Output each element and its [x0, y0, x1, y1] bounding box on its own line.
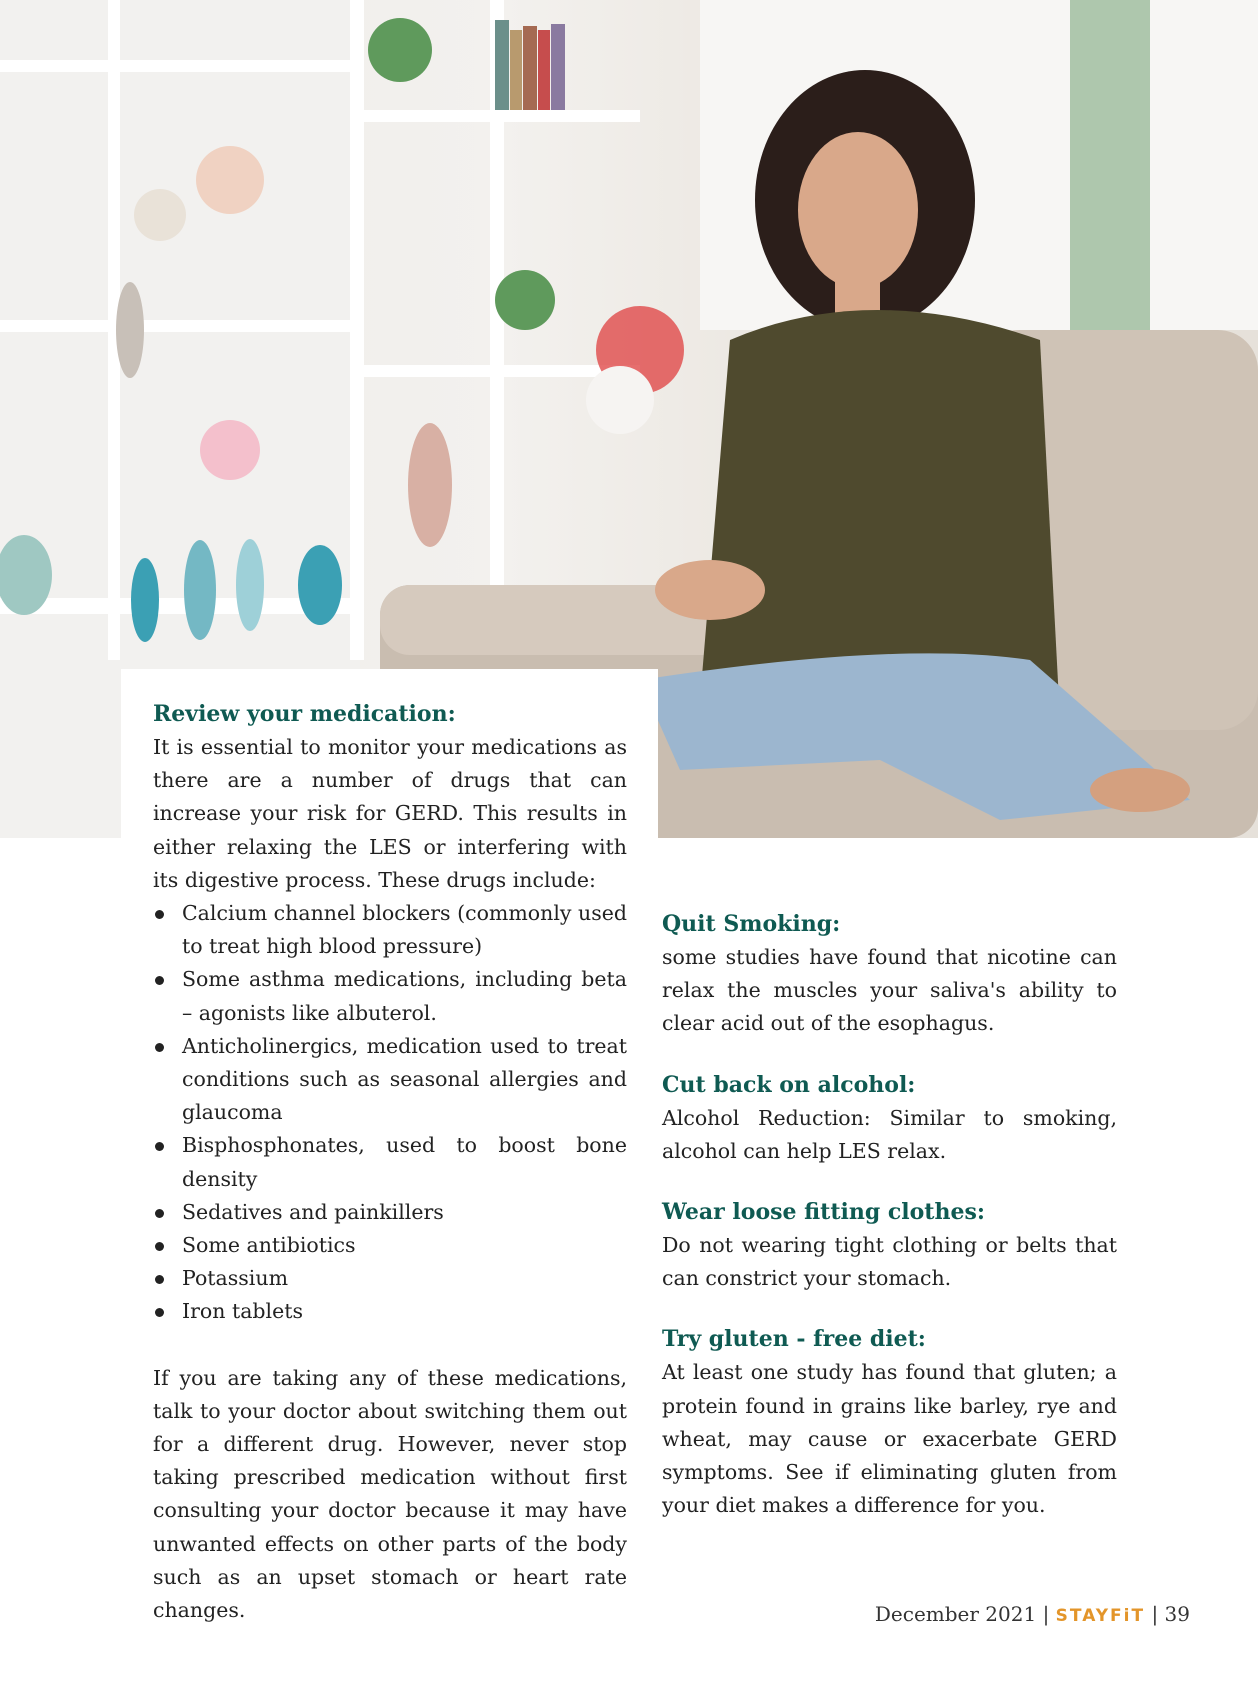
medication-closing: If you are taking any of these medications, talk to your doctor about switching them out for a different drug. However, never stop taking prescribed medication without first consulting your doctor because it may have unwanted effects on other parts of the body such as an upset stomach or heart rate changes. — [153, 1365, 627, 1623]
brand-logo: STAYFiT — [1055, 1606, 1146, 1626]
list-item: Iron tablets — [153, 1295, 627, 1328]
alcohol-heading: Cut back on alcohol: — [662, 1071, 916, 1098]
page-number: 39 — [1164, 1602, 1190, 1626]
list-item: Calcium channel blockers (commonly used to treat high blood pressure) — [153, 897, 627, 963]
page-footer — [875, 1600, 1190, 1630]
right-column — [662, 907, 1117, 1522]
alcohol-body: Alcohol Reduction: Similar to smoking, alcohol can help LES relax. — [662, 1105, 1117, 1163]
footer-separator: | — [1042, 1602, 1050, 1626]
quit-smoking-heading: Quit Smoking: — [662, 911, 841, 937]
quit-smoking-body: some studies have found that nicotine can relax the muscles your saliva's ability to clear acid out of the esophagus. — [662, 945, 1117, 1036]
gluten-body: At least one study has found that gluten; a protein found in grains like barley, rye and wheat, may cause or exacerbate GERD symptoms. See if eliminating gluten from your diet makes a difference for you. — [662, 1360, 1117, 1518]
list-item: Sedatives and painkillers — [153, 1196, 627, 1229]
medication-intro: It is essential to monitor your medications as there are a number of drugs that can increase your risk for GERD. This results in either relaxing the LES or interfering with its digestive process. These drugs include: — [153, 735, 627, 892]
gluten-heading: Try gluten - free diet: — [662, 1326, 926, 1353]
drug-list — [153, 897, 627, 1329]
left-column — [153, 697, 627, 1627]
list-item: Potassium — [153, 1262, 627, 1295]
issue-date: December 2021 — [874, 1602, 1037, 1626]
list-item: Some asthma medications, including beta – agonists like albuterol. — [153, 963, 627, 1029]
clothes-body: Do not wearing tight clothing or belts that can constrict your stomach. — [662, 1233, 1117, 1291]
list-item: Anticholinergics, medication used to treat conditions such as seasonal allergies and glaucoma — [153, 1030, 627, 1130]
list-item: Some antibiotics — [153, 1229, 627, 1262]
list-item: Bisphosphonates, used to boost bone density — [153, 1129, 627, 1195]
clothes-heading: Wear loose fitting clothes: — [662, 1199, 985, 1226]
footer-separator: | — [1151, 1602, 1159, 1626]
review-medication-heading: Review your medication: — [153, 701, 456, 727]
